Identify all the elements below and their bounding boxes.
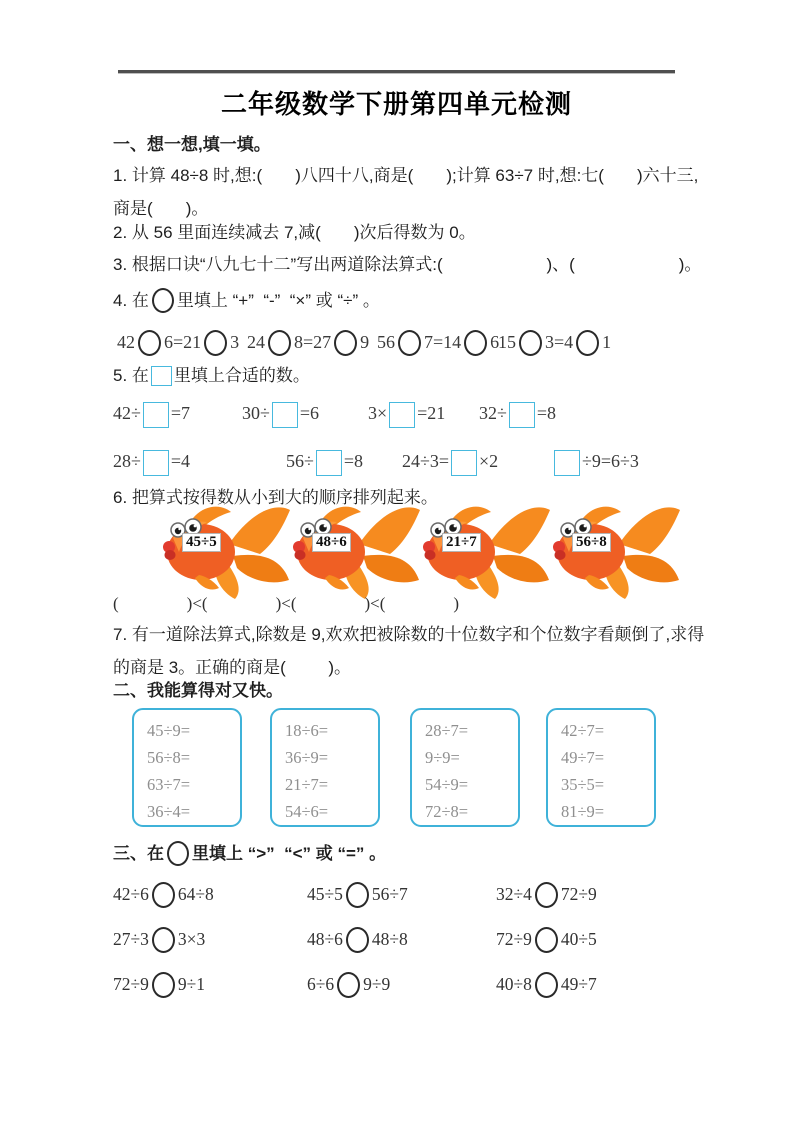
answer-box-icon (509, 402, 535, 428)
answer-circle-icon (152, 927, 175, 953)
fish-expression-label: 48÷6 (312, 533, 351, 552)
calc-box (410, 708, 520, 827)
fish-expression-label: 21÷7 (442, 533, 481, 552)
answer-circle-icon (576, 330, 599, 356)
goldfish-row (163, 500, 723, 597)
s3-heading-pre: 三、在 (113, 844, 164, 863)
q4-equation: 56 7=14 6 (377, 330, 499, 356)
q5-intro-post: 里填上合适的数。 (173, 366, 310, 385)
calc-item: 72÷8= (425, 802, 469, 821)
page-title: 二年级数学下册第四单元检测 (220, 89, 572, 119)
calc-item: 35÷5= (561, 775, 605, 794)
comparison-item: 27÷3 3×3 (113, 927, 205, 953)
comparison-item: 40÷8 49÷7 (496, 972, 597, 998)
answer-box-icon (272, 402, 298, 428)
answer-circle-icon (398, 330, 421, 356)
q5-item: ÷9=6÷3 (552, 450, 639, 476)
answer-circle-icon (138, 330, 161, 356)
calc-item: 36÷4= (147, 802, 191, 821)
calc-item: 56÷8= (147, 748, 191, 767)
q7-line2: 的商是 3。正确的商是( )。 (113, 658, 352, 677)
answer-circle-icon (268, 330, 291, 356)
answer-circle-icon (204, 330, 227, 356)
answer-box-icon (554, 450, 580, 476)
q1-line1: 1. 计算 48÷8 时,想:( )八四十八,商是( );计算 63÷7 时,想:七( )六十三, (113, 166, 699, 185)
calc-box (546, 708, 656, 827)
answer-box-icon (151, 366, 172, 386)
goldfish-image (163, 500, 293, 600)
q4-intro-pre: 4. 在 (113, 291, 149, 310)
s3-row2 (113, 927, 713, 961)
answer-circle-icon (152, 972, 175, 998)
calc-item: 45÷9= (147, 721, 191, 740)
answer-box-icon (143, 402, 169, 428)
q4-intro (113, 288, 380, 313)
q4-equation: 24 8=27 9 (247, 330, 369, 356)
calc-item: 54÷6= (285, 802, 329, 821)
answer-circle-icon (535, 927, 558, 953)
answer-circle-icon (152, 288, 174, 313)
answer-circle-icon (167, 841, 189, 866)
q2-text: 2. 从 56 里面连续减去 7,减( )次后得数为 0。 (113, 223, 476, 242)
q4-equation: 42 6=21 3 (117, 330, 239, 356)
q1-line2: 商是( )。 (113, 199, 209, 218)
comparison-item: 6÷6 9÷9 (307, 972, 390, 998)
q5-item: 24÷3= ×2 (402, 450, 498, 476)
fish-expression-label: 45÷5 (182, 533, 221, 552)
q4-equation: 15 3=4 1 (498, 330, 611, 356)
q5-item: 42÷ =7 (113, 402, 190, 428)
section1-heading: 一、想一想,填一填。 (113, 135, 271, 154)
q3-text: 3. 根据口诀“八九七十二”写出两道除法算式:( )、( )。 (113, 255, 702, 274)
calc-item: 49÷7= (561, 748, 605, 767)
answer-circle-icon (519, 330, 542, 356)
calc-item: 9÷9= (425, 748, 460, 767)
s3-heading-post: 里填上 “>” “<” 或 “=” 。 (192, 844, 387, 863)
q5-intro-pre: 5. 在 (113, 366, 149, 385)
calc-item: 81÷9= (561, 802, 605, 821)
q5-item: 32÷ =8 (479, 402, 556, 428)
answer-box-icon (451, 450, 477, 476)
q4-equation-row (113, 330, 683, 362)
fish-expression-label: 56÷8 (572, 533, 611, 552)
answer-box-icon (389, 402, 415, 428)
q5-row2 (113, 450, 683, 482)
answer-box-icon (143, 450, 169, 476)
calc-item: 42÷7= (561, 721, 605, 740)
q7-line1: 7. 有一道除法算式,除数是 9,欢欢把被除数的十位数字和个位数字看颠倒了,求得 (113, 625, 705, 644)
q4-intro-post: 里填上 “+” “-” “×” 或 “÷” 。 (176, 291, 380, 310)
answer-circle-icon (152, 882, 175, 908)
calc-item: 54÷9= (425, 775, 469, 794)
comparison-item: 72÷9 9÷1 (113, 972, 205, 998)
calc-box (132, 708, 242, 827)
goldfish-image (293, 500, 423, 600)
q5-item: 30÷ =6 (242, 402, 319, 428)
q5-item: 3× =21 (368, 402, 445, 428)
calc-item: 21÷7= (285, 775, 329, 794)
s3-row3 (113, 972, 713, 1006)
section3-heading (113, 841, 386, 866)
answer-box-icon (316, 450, 342, 476)
answer-circle-icon (346, 882, 369, 908)
answer-circle-icon (535, 972, 558, 998)
comparison-item: 72÷9 40÷5 (496, 927, 597, 953)
calc-item: 36÷9= (285, 748, 329, 767)
answer-circle-icon (464, 330, 487, 356)
s3-row1 (113, 882, 713, 916)
comparison-item: 32÷4 72÷9 (496, 882, 597, 908)
comparison-item: 42÷6 64÷8 (113, 882, 214, 908)
q6-heading: 6. 把算式按得数从小到大的顺序排列起来。 (113, 488, 438, 507)
section2-heading: 二、我能算得对又快。 (113, 681, 283, 700)
goldfish-image (423, 500, 553, 600)
answer-circle-icon (346, 927, 369, 953)
q6-answer-line: ( )<( )<( )<( ) (113, 594, 460, 613)
q5-item: 56÷ =8 (286, 450, 363, 476)
top-rule (118, 70, 675, 74)
goldfish-image (553, 500, 683, 600)
answer-circle-icon (535, 882, 558, 908)
comparison-item: 45÷5 56÷7 (307, 882, 408, 908)
calc-item: 63÷7= (147, 775, 191, 794)
answer-circle-icon (337, 972, 360, 998)
q5-item: 28÷ =4 (113, 450, 190, 476)
calc-item: 18÷6= (285, 721, 329, 740)
comparison-item: 48÷6 48÷8 (307, 927, 408, 953)
q5-row1 (113, 402, 683, 434)
q5-intro (113, 364, 310, 388)
answer-circle-icon (334, 330, 357, 356)
calc-item: 28÷7= (425, 721, 469, 740)
calc-box (270, 708, 380, 827)
